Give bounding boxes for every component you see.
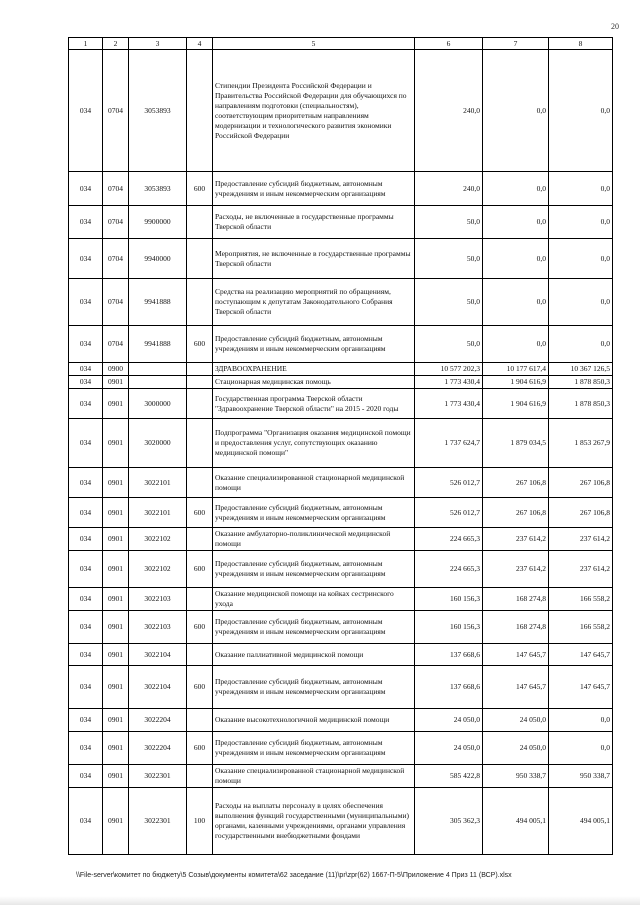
row-description: Средства на реализацию мероприятий по обращениям, поступающим к депутатам Законодательного Собрания Тверской области xyxy=(213,279,415,326)
row-code-target: 3022204 xyxy=(129,732,187,765)
row-code-ministry: 034 xyxy=(69,644,103,666)
row-description: Оказание медицинской помощи на койках сестринского ухода xyxy=(213,588,415,611)
row-value-2: 10 177 617,4 xyxy=(483,363,549,376)
row-code-section: 0901 xyxy=(103,709,129,732)
row-description: Оказание паллиативной медицинской помощи xyxy=(213,644,415,666)
row-value-3: 0,0 xyxy=(549,709,613,732)
row-code-section: 0704 xyxy=(103,50,129,172)
row-code-ministry: 034 xyxy=(69,50,103,172)
row-code-target: 3053893 xyxy=(129,172,187,206)
budget-table xyxy=(68,37,613,855)
table-row xyxy=(69,666,613,709)
row-value-1: 240,0 xyxy=(415,50,483,172)
row-description: Предоставление субсидий бюджетным, автономным учреждениям и иным некоммерческим организациям xyxy=(213,611,415,644)
row-value-2: 1 904 616,9 xyxy=(483,376,549,389)
row-value-3: 166 558,2 xyxy=(549,611,613,644)
header-col-4: 4 xyxy=(187,38,213,50)
row-code-expense-type: 600 xyxy=(187,498,213,528)
row-code-target xyxy=(129,363,187,376)
table-row xyxy=(69,376,613,389)
row-code-section: 0901 xyxy=(103,765,129,788)
row-value-3: 0,0 xyxy=(549,206,613,239)
row-code-section: 0901 xyxy=(103,732,129,765)
row-code-target: 3022301 xyxy=(129,765,187,788)
header-col-3: 3 xyxy=(129,38,187,50)
row-value-1: 50,0 xyxy=(415,239,483,279)
row-code-target: 3000000 xyxy=(129,389,187,419)
row-code-expense-type xyxy=(187,468,213,498)
row-value-1: 50,0 xyxy=(415,326,483,363)
row-value-1: 585 422,8 xyxy=(415,765,483,788)
row-code-expense-type: 600 xyxy=(187,326,213,363)
row-code-section: 0901 xyxy=(103,468,129,498)
table-row xyxy=(69,611,613,644)
row-code-expense-type xyxy=(187,206,213,239)
row-code-expense-type xyxy=(187,709,213,732)
row-code-target: 3022104 xyxy=(129,644,187,666)
row-value-2: 0,0 xyxy=(483,50,549,172)
row-description: Предоставление субсидий бюджетным, автономным учреждениям и иным некоммерческим организациям xyxy=(213,666,415,709)
row-description: Государственная программа Тверской области "Здравоохранение Тверской области" на 2015 - 2020 годы xyxy=(213,389,415,419)
row-value-1: 1 773 430,4 xyxy=(415,389,483,419)
row-code-expense-type xyxy=(187,765,213,788)
header-col-8: 8 xyxy=(549,38,613,50)
row-value-3: 0,0 xyxy=(549,172,613,206)
row-value-2: 237 614,2 xyxy=(483,551,549,588)
row-value-1: 1 737 624,7 xyxy=(415,419,483,468)
table-row xyxy=(69,732,613,765)
row-value-1: 137 668,6 xyxy=(415,666,483,709)
table-row xyxy=(69,528,613,551)
row-code-target: 3022103 xyxy=(129,611,187,644)
row-code-section: 0704 xyxy=(103,279,129,326)
row-value-3: 1 878 850,3 xyxy=(549,389,613,419)
row-value-2: 237 614,2 xyxy=(483,528,549,551)
row-code-ministry: 034 xyxy=(69,239,103,279)
row-code-expense-type xyxy=(187,279,213,326)
row-code-ministry: 034 xyxy=(69,788,103,855)
header-col-1: 1 xyxy=(69,38,103,50)
row-code-target: 3022102 xyxy=(129,551,187,588)
row-value-2: 0,0 xyxy=(483,279,549,326)
table-row xyxy=(69,279,613,326)
row-description: Расходы, не включенные в государственные программы Тверской области xyxy=(213,206,415,239)
row-description: Оказание специализированной стационарной медицинской помощи xyxy=(213,765,415,788)
row-value-2: 24 050,0 xyxy=(483,732,549,765)
row-code-ministry: 034 xyxy=(69,732,103,765)
row-code-section: 0704 xyxy=(103,239,129,279)
table-row xyxy=(69,588,613,611)
row-code-ministry: 034 xyxy=(69,666,103,709)
row-code-expense-type xyxy=(187,376,213,389)
row-code-expense-type: 600 xyxy=(187,551,213,588)
table-row xyxy=(69,389,613,419)
row-description: Оказание высокотехнологичной медицинской помощи xyxy=(213,709,415,732)
row-value-3: 147 645,7 xyxy=(549,666,613,709)
row-code-section: 0901 xyxy=(103,666,129,709)
row-code-section: 0901 xyxy=(103,644,129,666)
row-code-ministry: 034 xyxy=(69,528,103,551)
row-value-3: 0,0 xyxy=(549,732,613,765)
table-row xyxy=(69,765,613,788)
row-code-expense-type xyxy=(187,419,213,468)
page-number: 20 xyxy=(611,22,619,31)
row-code-expense-type xyxy=(187,363,213,376)
row-code-section: 0901 xyxy=(103,528,129,551)
table-row xyxy=(69,172,613,206)
row-value-3: 0,0 xyxy=(549,326,613,363)
row-code-expense-type: 600 xyxy=(187,172,213,206)
row-value-3: 237 614,2 xyxy=(549,551,613,588)
row-code-ministry: 034 xyxy=(69,363,103,376)
row-code-section: 0901 xyxy=(103,498,129,528)
row-value-1: 24 050,0 xyxy=(415,709,483,732)
row-value-2: 168 274,8 xyxy=(483,611,549,644)
row-description: Подпрограмма "Организация оказания медицинской помощи и предоставления услуг, сопутствующих оказанию медицинской помощи" xyxy=(213,419,415,468)
row-code-target: 3022204 xyxy=(129,709,187,732)
row-value-3: 950 338,7 xyxy=(549,765,613,788)
scan-edge xyxy=(0,896,640,905)
table-row xyxy=(69,206,613,239)
row-code-ministry: 034 xyxy=(69,468,103,498)
row-code-ministry: 034 xyxy=(69,498,103,528)
table-row xyxy=(69,363,613,376)
row-value-2: 950 338,7 xyxy=(483,765,549,788)
row-code-section: 0901 xyxy=(103,419,129,468)
row-value-1: 10 577 202,3 xyxy=(415,363,483,376)
row-code-ministry: 034 xyxy=(69,419,103,468)
row-value-1: 224 665,3 xyxy=(415,528,483,551)
file-path-footer: \\File-server\комитет по бюджету\5 Созыв\документы комитета\62 заседание (11)\pr\zpr(62) 1667-П-5\Приложение 4 Приз 11 (ВСР).xlsx xyxy=(76,872,512,879)
row-value-3: 1 853 267,9 xyxy=(549,419,613,468)
row-value-2: 147 645,7 xyxy=(483,666,549,709)
row-code-section: 0901 xyxy=(103,788,129,855)
row-code-expense-type: 600 xyxy=(187,611,213,644)
row-code-ministry: 034 xyxy=(69,279,103,326)
row-value-3: 1 878 850,3 xyxy=(549,376,613,389)
row-value-2: 494 005,1 xyxy=(483,788,549,855)
row-code-target: 3022104 xyxy=(129,666,187,709)
table-body xyxy=(69,38,613,855)
table-row xyxy=(69,709,613,732)
row-value-1: 224 665,3 xyxy=(415,551,483,588)
row-code-expense-type: 600 xyxy=(187,666,213,709)
row-code-section: 0901 xyxy=(103,376,129,389)
row-code-expense-type xyxy=(187,644,213,666)
row-description: Предоставление субсидий бюджетным, автономным учреждениям и иным некоммерческим организациям xyxy=(213,551,415,588)
row-value-3: 166 558,2 xyxy=(549,588,613,611)
row-code-expense-type xyxy=(187,50,213,172)
row-value-1: 137 668,6 xyxy=(415,644,483,666)
row-description: Стипендии Президента Российской Федерации и Правительства Российской Федерации для обучающихся по направлениям подготовки (специальностям), соответствующим приоритетным направлениям модернизации и технологического развития экономики Российской Федерации xyxy=(213,50,415,172)
row-value-2: 168 274,8 xyxy=(483,588,549,611)
table-row xyxy=(69,239,613,279)
table-row xyxy=(69,326,613,363)
row-code-target xyxy=(129,376,187,389)
row-code-expense-type xyxy=(187,239,213,279)
row-code-ministry: 034 xyxy=(69,709,103,732)
row-value-2: 0,0 xyxy=(483,172,549,206)
header-col-5: 5 xyxy=(213,38,415,50)
row-value-2: 267 106,8 xyxy=(483,498,549,528)
row-code-section: 0704 xyxy=(103,206,129,239)
row-code-ministry: 034 xyxy=(69,765,103,788)
row-description: Предоставление субсидий бюджетным, автономным учреждениям и иным некоммерческим организациям xyxy=(213,172,415,206)
row-value-2: 1 879 034,5 xyxy=(483,419,549,468)
row-code-ministry: 034 xyxy=(69,389,103,419)
row-value-3: 267 106,8 xyxy=(549,498,613,528)
row-code-expense-type xyxy=(187,389,213,419)
table-row xyxy=(69,551,613,588)
row-value-1: 50,0 xyxy=(415,206,483,239)
row-value-3: 494 005,1 xyxy=(549,788,613,855)
row-value-3: 0,0 xyxy=(549,279,613,326)
row-value-2: 0,0 xyxy=(483,326,549,363)
row-value-1: 305 362,3 xyxy=(415,788,483,855)
row-code-ministry: 034 xyxy=(69,172,103,206)
row-code-section: 0901 xyxy=(103,588,129,611)
row-value-2: 0,0 xyxy=(483,206,549,239)
row-value-1: 160 156,3 xyxy=(415,611,483,644)
row-value-3: 0,0 xyxy=(549,239,613,279)
row-value-3: 10 367 126,5 xyxy=(549,363,613,376)
row-value-1: 50,0 xyxy=(415,279,483,326)
header-col-6: 6 xyxy=(415,38,483,50)
row-code-target: 3022102 xyxy=(129,528,187,551)
row-code-ministry: 034 xyxy=(69,611,103,644)
row-code-target: 3022301 xyxy=(129,788,187,855)
row-code-target: 3022101 xyxy=(129,498,187,528)
row-code-ministry: 034 xyxy=(69,326,103,363)
row-code-section: 0901 xyxy=(103,611,129,644)
row-description: Стационарная медицинская помощь xyxy=(213,376,415,389)
row-code-ministry: 034 xyxy=(69,206,103,239)
table-row xyxy=(69,50,613,172)
row-code-section: 0704 xyxy=(103,326,129,363)
row-code-section: 0901 xyxy=(103,551,129,588)
header-row xyxy=(69,38,613,50)
row-code-expense-type xyxy=(187,588,213,611)
row-code-ministry: 034 xyxy=(69,551,103,588)
row-value-3: 0,0 xyxy=(549,50,613,172)
row-value-1: 24 050,0 xyxy=(415,732,483,765)
row-value-1: 240,0 xyxy=(415,172,483,206)
row-description: Предоставление субсидий бюджетным, автономным учреждениям и иным некоммерческим организациям xyxy=(213,326,415,363)
row-value-2: 0,0 xyxy=(483,239,549,279)
row-code-section: 0900 xyxy=(103,363,129,376)
table-row xyxy=(69,419,613,468)
row-code-target: 3022103 xyxy=(129,588,187,611)
row-code-target: 9940000 xyxy=(129,239,187,279)
row-code-target: 3053893 xyxy=(129,50,187,172)
row-code-target: 9941888 xyxy=(129,326,187,363)
row-description: ЗДРАВООХРАНЕНИЕ xyxy=(213,363,415,376)
row-value-1: 160 156,3 xyxy=(415,588,483,611)
header-col-7: 7 xyxy=(483,38,549,50)
row-code-expense-type xyxy=(187,528,213,551)
row-description: Предоставление субсидий бюджетным, автономным учреждениям и иным некоммерческим организациям xyxy=(213,498,415,528)
row-code-expense-type: 600 xyxy=(187,732,213,765)
row-value-3: 147 645,7 xyxy=(549,644,613,666)
row-value-3: 237 614,2 xyxy=(549,528,613,551)
table-row xyxy=(69,498,613,528)
row-code-ministry: 034 xyxy=(69,588,103,611)
row-value-2: 1 904 616,9 xyxy=(483,389,549,419)
row-code-target: 9900000 xyxy=(129,206,187,239)
row-code-expense-type: 100 xyxy=(187,788,213,855)
header-col-2: 2 xyxy=(103,38,129,50)
table-row xyxy=(69,644,613,666)
row-code-section: 0704 xyxy=(103,172,129,206)
row-value-1: 526 012,7 xyxy=(415,468,483,498)
row-description: Расходы на выплаты персоналу в целях обеспечения выполнения функций государственными (муниципальными) органами, казенными учреждениями, органами управления государственными внебюджетными фондами xyxy=(213,788,415,855)
row-value-3: 267 106,8 xyxy=(549,468,613,498)
row-value-1: 526 012,7 xyxy=(415,498,483,528)
row-value-1: 1 773 430,4 xyxy=(415,376,483,389)
row-code-ministry: 034 xyxy=(69,376,103,389)
table-row xyxy=(69,468,613,498)
row-description: Предоставление субсидий бюджетным, автономным учреждениям и иным некоммерческим организациям xyxy=(213,732,415,765)
row-code-target: 3020000 xyxy=(129,419,187,468)
row-code-target: 3022101 xyxy=(129,468,187,498)
row-value-2: 24 050,0 xyxy=(483,709,549,732)
row-description: Оказание специализированной стационарной медицинской помощи xyxy=(213,468,415,498)
table-row xyxy=(69,788,613,855)
row-code-target: 9941888 xyxy=(129,279,187,326)
row-description: Оказание амбулаторно-поликлинической медицинской помощи xyxy=(213,528,415,551)
row-value-2: 267 106,8 xyxy=(483,468,549,498)
row-value-2: 147 645,7 xyxy=(483,644,549,666)
row-code-section: 0901 xyxy=(103,389,129,419)
row-description: Мероприятия, не включенные в государственные программы Тверской области xyxy=(213,239,415,279)
